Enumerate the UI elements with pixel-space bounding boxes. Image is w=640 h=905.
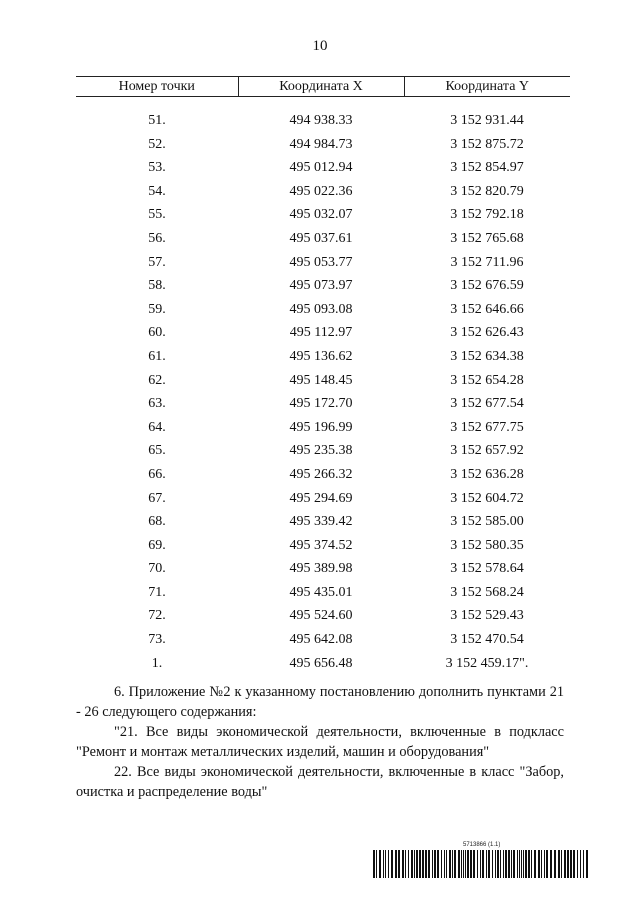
table-row	[76, 439, 570, 463]
cell-coordinate-x: 495 037.61	[289, 230, 353, 246]
barcode-icon	[373, 850, 589, 878]
cell-coordinate-y: 3 152 657.92	[450, 443, 524, 459]
body-text	[76, 682, 564, 802]
table-row	[76, 416, 570, 440]
cell-coordinate-y: 3 152 654.28	[450, 372, 524, 388]
paragraph: 6. Приложение №2 к указанному постановлению дополнить пунктами 21 - 26 следующего содержания:	[76, 684, 564, 720]
cell-point-number: 65.	[148, 443, 166, 459]
cell-coordinate-y: 3 152 765.68	[450, 230, 524, 246]
cell-point-number: 63.	[148, 396, 166, 412]
cell-coordinate-x: 495 053.77	[289, 254, 353, 270]
cell-coordinate-y: 3 152 677.54	[450, 396, 524, 412]
table-row	[76, 203, 570, 227]
cell-point-number: 51.	[148, 113, 166, 128]
table-row	[76, 510, 570, 534]
cell-point-number: 56.	[148, 230, 166, 246]
cell-point-number: 54.	[148, 183, 166, 199]
cell-point-number: 58.	[148, 278, 166, 294]
table-row	[76, 109, 570, 133]
table-row	[76, 487, 570, 511]
cell-point-number: 61.	[148, 348, 166, 364]
cell-coordinate-x: 495 022.36	[289, 183, 353, 199]
cell-coordinate-x: 495 093.08	[289, 301, 353, 317]
cell-coordinate-y: 3 152 470.54	[450, 632, 524, 648]
cell-coordinate-x: 495 136.62	[289, 348, 353, 364]
paragraph: 22. Все виды экономической деятельности, включенные в класс "Забор, очистка и распределение воды"	[76, 764, 564, 800]
cell-coordinate-y: 3 152 626.43	[450, 325, 524, 341]
cell-coordinate-x: 495 642.08	[289, 632, 353, 648]
table-row	[76, 463, 570, 487]
cell-coordinate-x: 495 148.45	[289, 372, 353, 388]
cell-point-number: 57.	[148, 254, 166, 270]
cell-coordinate-x: 495 032.07	[289, 207, 353, 223]
paragraph: "21. Все виды экономической деятельности, включенные в подкласс "Ремонт и монтаж металлических изделий, машин и оборудования"	[76, 724, 564, 760]
barcode-caption: 5713866 (1.1)	[463, 842, 501, 848]
header-point-number: Номер точки	[76, 77, 238, 97]
cell-coordinate-y: 3 152 580.35	[450, 537, 524, 553]
cell-coordinate-y: 3 152 634.38	[450, 348, 524, 364]
table-row	[76, 345, 570, 369]
cell-coordinate-x: 495 435.01	[289, 584, 353, 600]
cell-coordinate-x: 495 196.99	[289, 419, 353, 435]
cell-coordinate-x: 495 339.42	[289, 514, 353, 530]
cell-coordinate-x: 495 266.32	[289, 466, 353, 482]
table-row	[76, 392, 570, 416]
cell-coordinate-x: 495 235.38	[289, 443, 353, 459]
cell-point-number: 68.	[148, 514, 166, 530]
cell-coordinate-y: 3 152 568.24	[450, 584, 524, 600]
cell-point-number: 66.	[148, 466, 166, 482]
cell-point-number: 73.	[148, 632, 166, 648]
cell-coordinate-x: 495 294.69	[289, 490, 353, 506]
table-body	[76, 97, 570, 676]
cell-coordinate-x: 495 073.97	[289, 278, 353, 294]
cell-coordinate-y: 3 152 931.44	[450, 113, 524, 128]
page-number: 10	[312, 38, 328, 54]
cell-coordinate-y: 3 152 875.72	[450, 136, 524, 152]
table-row	[76, 180, 570, 204]
table-row	[76, 156, 570, 180]
cell-point-number: 62.	[148, 372, 166, 388]
table-header-row	[76, 77, 570, 97]
cell-coordinate-x: 495 172.70	[289, 396, 353, 412]
cell-coordinate-x: 495 012.94	[289, 160, 353, 176]
barcode	[373, 842, 589, 878]
cell-point-number: 72.	[148, 608, 166, 624]
cell-point-number: 55.	[148, 207, 166, 223]
table-row	[76, 251, 570, 275]
cell-coordinate-y: 3 152 459.17".	[445, 655, 529, 671]
cell-coordinate-y: 3 152 578.64	[450, 561, 524, 577]
cell-coordinate-y: 3 152 676.59	[450, 278, 524, 294]
cell-coordinate-y: 3 152 820.79	[450, 183, 524, 199]
cell-point-number: 70.	[148, 561, 166, 577]
cell-point-number: 1.	[151, 655, 163, 671]
cell-coordinate-x: 495 524.60	[289, 608, 353, 624]
cell-coordinate-x: 495 656.48	[289, 655, 353, 671]
cell-point-number: 53.	[148, 160, 166, 176]
table-row	[76, 321, 570, 345]
cell-coordinate-y: 3 152 677.75	[450, 419, 524, 435]
header-coordinate-y: Координата Y	[404, 77, 570, 97]
cell-point-number: 52.	[148, 136, 166, 152]
cell-point-number: 60.	[148, 325, 166, 341]
cell-point-number: 67.	[148, 490, 166, 506]
table-row	[76, 298, 570, 322]
cell-coordinate-x: 495 389.98	[289, 561, 353, 577]
table-row	[76, 534, 570, 558]
table-row	[76, 369, 570, 393]
cell-coordinate-x: 495 112.97	[289, 325, 353, 341]
cell-point-number: 59.	[148, 301, 166, 317]
table-row	[76, 628, 570, 652]
cell-point-number: 69.	[148, 537, 166, 553]
cell-coordinate-y: 3 152 604.72	[450, 490, 524, 506]
cell-point-number: 71.	[148, 584, 166, 600]
table-row	[76, 133, 570, 157]
cell-coordinate-y: 3 152 636.28	[450, 466, 524, 482]
header-coordinate-x: Координата X	[238, 77, 404, 97]
table-row	[76, 652, 570, 676]
cell-coordinate-y: 3 152 854.97	[450, 160, 524, 176]
cell-coordinate-x: 494 984.73	[289, 136, 353, 152]
cell-coordinate-y: 3 152 646.66	[450, 301, 524, 317]
cell-coordinate-y: 3 152 529.43	[450, 608, 524, 624]
table-row	[76, 581, 570, 605]
table-row	[76, 604, 570, 628]
table-row	[76, 227, 570, 251]
table-row	[76, 557, 570, 581]
table-row	[76, 274, 570, 298]
cell-coordinate-x: 495 374.52	[289, 537, 353, 553]
cell-coordinate-y: 3 152 792.18	[450, 207, 524, 223]
cell-coordinate-x: 494 938.33	[289, 113, 353, 128]
cell-coordinate-y: 3 152 711.96	[450, 254, 524, 270]
cell-point-number: 64.	[148, 419, 166, 435]
coordinates-table	[76, 76, 570, 675]
cell-coordinate-y: 3 152 585.00	[450, 514, 524, 530]
